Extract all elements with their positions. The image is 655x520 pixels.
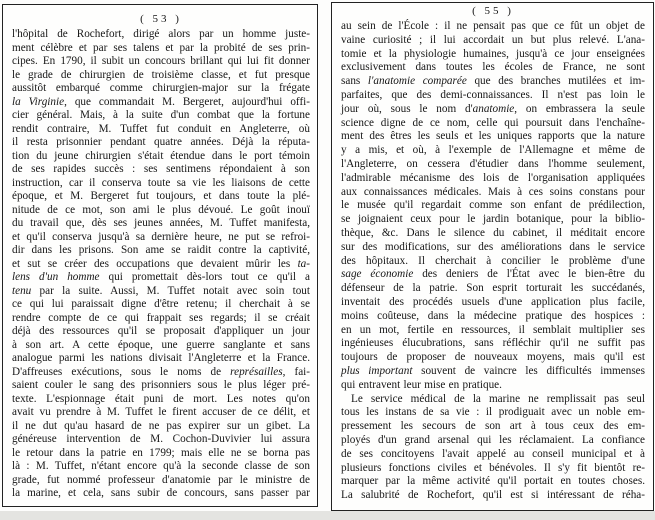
text-line: l'hôpital de Rochefort, dirigé alors par un homme juste-	[12, 28, 310, 40]
text-line: aussitôt embarqué comme chirurgien-major sur la frégate	[12, 82, 310, 94]
page-number: ( 53 )	[140, 13, 182, 25]
text-line: le musée qu'il regardait comme son enfant de prédilection,	[341, 199, 645, 212]
text-line: dir dans les prisons. Son ame se raidit contre la captivité,	[12, 244, 310, 256]
text-line: moins coûteuse, dans la médecine pratique des hospices :	[341, 309, 645, 322]
text-line: et qu'il conserva jusqu'à sa dernière heure, ne put se refroi-	[12, 230, 310, 243]
text-line: ce qui lui paraissait digne d'être retenu; il cherchait à se	[12, 298, 310, 310]
text-line: texte. L'espionnage était puni de mort. Les notes qu'on	[12, 392, 310, 405]
text-line: D'affreuses exécutions, sous le noms de représailles, fai-	[12, 365, 310, 378]
text-line: défenseur de la patrie. Son esprit torturait les succédanés,	[341, 282, 645, 295]
text-line: rendre compte de ce qui frappait ses regards; il se créait	[12, 311, 310, 324]
text-line: se joignaient ceux pour le jardin botanique, pour la biblio-	[341, 213, 645, 226]
text-line: là : M. Tuffet, n'étant encore qu'à la seconde classe de son	[12, 460, 310, 472]
text-line: pressement les secours de son art à tous ceux des em-	[341, 420, 645, 433]
text-line: déjà des ressources qu'il se proposait d'appliquer un jour	[12, 325, 310, 337]
text-line: thèque, &c. Dans le silence du cabinet, il méditait encore	[341, 226, 645, 239]
text-line: ment célèbre et par ses talens et par la probité de ses prin-	[12, 41, 310, 54]
text-line: il ne dut qu'au hasard de ne pas expirer sur un gibet. La	[12, 419, 310, 432]
book-page-53	[2, 4, 318, 507]
text-line: inventait des procédés usuels d'une application plus facile,	[341, 295, 645, 308]
scan-edge-shadow	[0, 511, 655, 520]
text-line: aux connaissances médicales. Mais à ces soins constans pour	[341, 185, 645, 198]
text-line: y a mis, et où, à l'exemple de l'Allemagne et même de	[341, 144, 645, 157]
text-line: de ses concitoyens l'avait appelé au conseil municipal et à	[341, 447, 645, 460]
text-line: analogue parmi les nations divisait l'Angleterre et la France.	[12, 352, 310, 364]
text-line: il resta prisonnier pendant quatre années. Déjà la réputa-	[12, 136, 310, 148]
text-line: la Virginie, que commandait M. Bergeret, aujourd'hui offi-	[12, 95, 311, 108]
text-line: ment des êtres les seuls et les uniques rapports que la nature	[341, 130, 645, 143]
text-line: plusieurs fonctions civiles et bénévoles. Il s'y fit bientôt re-	[341, 461, 645, 474]
text-line: généreuse intervention de M. Cochon-Duvivier lui assura	[12, 433, 310, 445]
page-text	[341, 20, 645, 503]
text-line: cier général. Mais, à la suite d'un combat que la fortune	[12, 109, 310, 121]
book-page-55	[331, 2, 654, 511]
text-line: Le service médical de la marine ne remplissait pas seul	[351, 392, 645, 405]
text-line: plus important souvent de vaincre les difficultés immenses	[341, 364, 645, 377]
text-line: au sein de l'École : il ne pensait pas que ce fût un objet de	[341, 20, 645, 32]
text-line: ingénieuses élucubrations, sans réfléchir qu'il ne suffit pas	[341, 337, 645, 350]
text-line: des hôpitaux. Il cherchait à concilier le problème d'une	[341, 254, 645, 267]
text-line: parfaites, que des demi-connaissances. Il n'est pas loin le	[341, 88, 645, 101]
text-line: science digne de ce nom, celle qui poursuit dans l'enchaîne-	[341, 116, 645, 129]
text-line: à son art. A cette époque, une guerre sanglante et sans	[12, 338, 310, 351]
text-line: l'admirable mécanisme des lois de l'organisation appliquées	[341, 171, 645, 184]
text-line: le retour dans la patrie en 1799; mais elle ne se borna pas	[12, 446, 310, 459]
text-line: tenu par la suite. Aussi, M. Tuffet notait avec soin tout	[12, 284, 310, 297]
text-line: du travail que, dès ses jeunes années, M. Tuffet manifesta,	[12, 217, 310, 229]
text-line: le grade de chirurgien de troisième classe, et fut presque	[12, 68, 310, 81]
text-line: cipes. En 1790, il subit un concours brillant qui lui fit donner	[12, 55, 310, 67]
text-line: tous les instans de sa vie : il prodiguait avec un noble em-	[341, 406, 645, 419]
text-line: sur des modifications, sur des améliorations dans le service	[341, 240, 645, 253]
text-line: nitude de ce mot, son ami le plus dévoué. Le goût inouï	[12, 203, 310, 216]
text-line: toujours de proposer de nouveaux moyens, mais qu'il est	[341, 351, 645, 364]
text-line: marquer par la même activité qu'il portait en toutes choses.	[341, 475, 645, 488]
text-line: sans l'anatomie comparée que des branches mutilées et im-	[341, 75, 645, 88]
text-line: tion du jeune chirurgien s'était étendue dans le port témoin	[12, 149, 310, 162]
text-line: avait vu prendre à M. Tuffet le firent accuser de ce délit, et	[12, 406, 310, 418]
text-line: sage économie des deniers de l'État avec le bien-être du	[341, 268, 646, 281]
text-line: lens d'un homme qui promettait dès-lors tout ce qu'il a	[12, 271, 310, 283]
text-line: rendit contraire, M. Tuffet fut conduit en Angleterre, où	[12, 122, 310, 135]
text-line: grade, fut nommé professeur d'anatomie par le ministre de	[12, 473, 310, 486]
text-line: en un mot, fertile en ressources, il semblait multiplier ses	[341, 323, 645, 336]
text-line: époque, et M. Bergeret fut toujours, et dans toute la plé-	[12, 190, 310, 202]
text-line: instruction, car il conserva toute sa vie les liaisons de cette	[12, 176, 310, 189]
text-line: exclusivement dans toutes les écoles de France, ne sont	[341, 61, 645, 74]
text-line: ployés d'un grand arsenal qui les réclamaient. La confiance	[341, 433, 645, 446]
text-line: et sut se créer des occupations que devaient mûrir les ta-	[12, 257, 310, 270]
text-line: saient couler le sang des prisonniers sous le plus léger pré-	[12, 379, 310, 391]
text-line: l'Angleterre, on cessera d'étudier dans l'homme seulement,	[341, 157, 645, 170]
text-line: jour où, sous le nom d'anatomie, on embrassera la seule	[341, 102, 645, 115]
page-number: ( 55 )	[472, 5, 514, 17]
text-line: la marine, et cela, sans subir de concours, sans passer par	[12, 487, 310, 499]
text-line: tomie et la physiologie humaines, jusqu'à ce jour enseignées	[341, 47, 645, 60]
text-line: qui entravent leur mise en pratique.	[341, 378, 502, 391]
text-line: vaine curiosité ; il lui accordait un but plus relevé. L'ana-	[341, 33, 645, 46]
page-text	[12, 28, 310, 501]
text-line: de ses rapides succès : ses sentimens répondaient à son	[12, 163, 310, 175]
text-line: La salubrité de Rochefort, qu'il est si intéressant de réha-	[341, 489, 645, 502]
